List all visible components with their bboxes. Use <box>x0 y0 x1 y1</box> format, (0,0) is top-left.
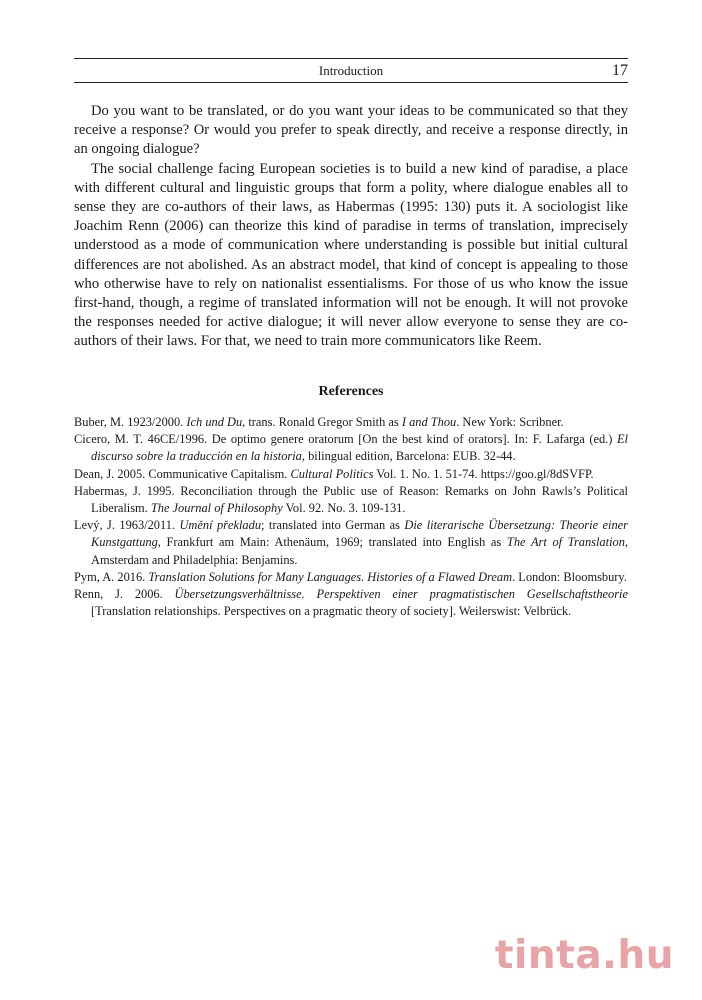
reference-item: Renn, J. 2006. Übersetzungsverhältnisse. Perspektiven einer pragmatistischen Gesellschaftstheorie [Translation relationships. Perspectives on a pragmatic theory of society]. Weilerswist: Velbrück. <box>74 587 628 619</box>
running-head: Introduction <box>318 63 384 78</box>
paragraph: Do you want to be translated, or do you want your ideas to be communicated so that they receive a response? Or would you prefer to speak directly, and receive a response directly, in an ongoing dialogue? <box>74 103 628 158</box>
reference-item: Levý, J. 1963/2011. Umění překladu; translated into German as Die literarische Übersetzung: Theorie einer Kunstgattung, Frankfurt am Main: Athenäum, 1969; translated into English as The Art of Translation, Amsterdam and Philadelphia: Benjamins. <box>74 518 629 567</box>
paragraph: The social challenge facing European societies is to build a new kind of paradise, a place with different cultural and linguistic groups that form a polity, where dialogue enables all to sense they are co-authors of their laws, as Habermas (1995: 130) puts it. A sociologist like Joachim Renn (2006) can theorize this kind of paradise in terms of translation, imprecisely understood as a mode of communication where understanding is possible but initial cultural differences are not abolished. As an abstract model, that kind of concept is appealing to those who otherwise have to rely on nationalist essentialisms. For those of us who know the issue first-hand, though, a regime of translated information will not be enough. It will not provoke the responses needed for active dialogue; it will never allow everyone to sense they are co-authors of their laws. For that, we need to train more communicators like Reem. <box>74 160 628 350</box>
reference-item: Habermas, J. 1995. Reconciliation through the Public use of Reason: Remarks on John Rawls’s Political Liberalism. The Journal of Philosophy Vol. 92. No. 3. 109-131. <box>74 483 628 516</box>
header-top-rule <box>74 58 628 59</box>
reference-item: Buber, M. 1923/2000. Ich und Du, trans. Ronald Gregor Smith as I and Thou. New York: Scribner. <box>74 415 564 429</box>
references-list <box>74 414 628 620</box>
header-bottom-rule <box>74 82 628 83</box>
watermark-logo: tinta.hu <box>494 933 674 978</box>
reference-item: Cicero, M. T. 46CE/1996. De optimo genere oratorum [On the best kind of orators]. In: F. Lafarga (ed.) El discurso sobre la traducción en la historia, bilingual edition, Barcelona: EUB. 32-44. <box>74 432 628 464</box>
reference-item: Pym, A. 2016. Translation Solutions for Many Languages. Histories of a Flawed Dream. London: Bloomsbury. <box>74 569 627 584</box>
body-text <box>74 102 628 352</box>
references-heading: References <box>318 384 384 399</box>
page-number: 17 <box>612 62 628 79</box>
reference-item: Dean, J. 2005. Communicative Capitalism. Cultural Politics Vol. 1. No. 1. 51-74. https://goo.gl/8dSVFP. <box>74 466 594 481</box>
